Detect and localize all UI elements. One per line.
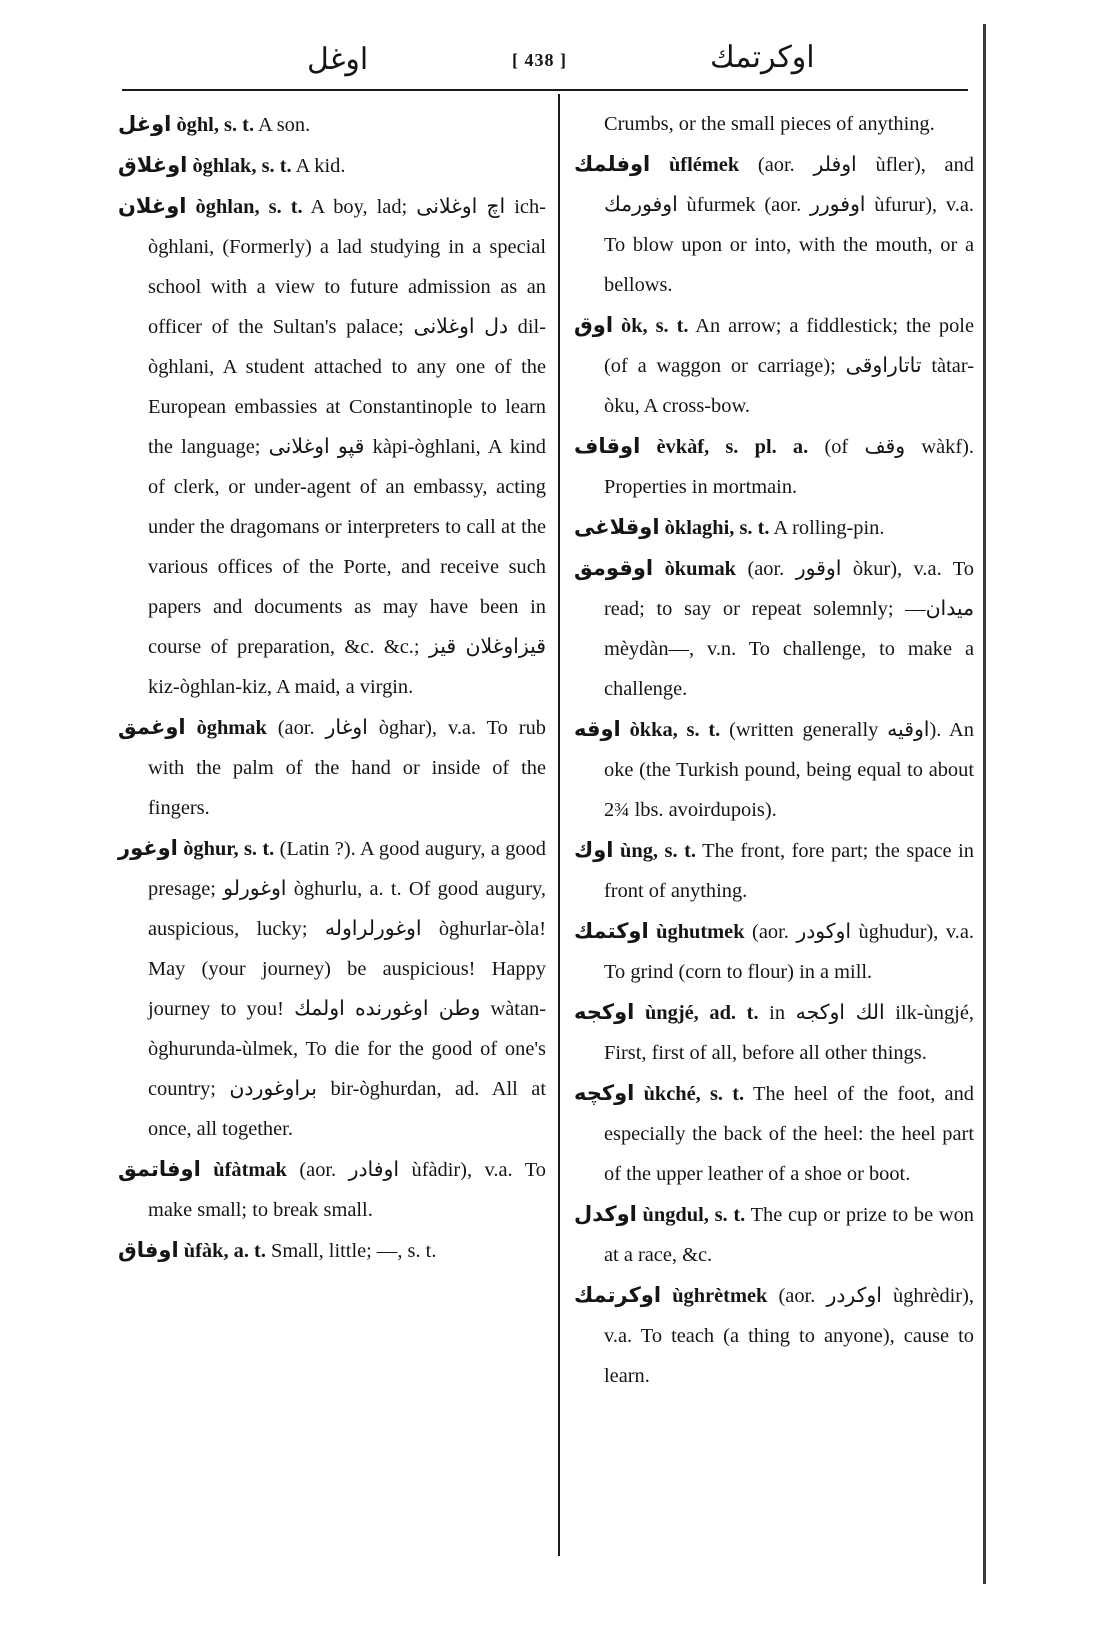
entry-headword: òghl, s. t. (176, 114, 255, 136)
entry-definition: The cup or prize to be won at a race, &c. (604, 1204, 974, 1266)
dictionary-entry (574, 1073, 974, 1194)
dictionary-entry (574, 426, 974, 507)
entry-definition: (aor. اوكردر ùghrèdir), v.a. To teach (a thing to anyone), cause to learn. (604, 1285, 974, 1387)
entry-definition: (of وقف wàkf). Properties in mortmain. (604, 436, 974, 498)
entry-definition: A boy, lad; اچ اوغلانی ich-òghlani, (Formerly) a lad studying in a special school with a view to future admission as an officer of the Sultan's palace; دل اوغلانی dil-òghlani, A student attached to any one of the European embassies at Constantinople to learn the language; قپو اوغلانی kàpi-òghlani, A kind of clerk, or under-agent of an embassy, acting under the dragomans or interpreters to call at the various offices of the Porte, and receive such papers and documents as may have been in course of preparation, &c. &c.; قیزاوغلان قیز kiz-òghlan-kiz, A maid, a virgin. (148, 196, 546, 698)
left-catchword: اوغل (307, 43, 369, 76)
entry-headword: ùghutmek (656, 921, 745, 943)
entry-arabic: اوغلاق (118, 153, 188, 177)
entry-headword: ùkché, s. t. (643, 1083, 745, 1105)
dictionary-entry (574, 1194, 974, 1275)
entry-arabic: اوقلاغی (574, 515, 660, 539)
entry-headword: òghlan, s. t. (195, 196, 303, 218)
page-number: [ 438 ] (512, 50, 567, 70)
entry-arabic: اوغمق (118, 715, 186, 739)
entry-arabic: اوغور (118, 836, 178, 860)
right-catchword: اوكرتمك (710, 41, 815, 74)
entry-headword: òghur, s. t. (183, 838, 275, 860)
entry-definition: in الك اوكجه ilk-ùngjé, First, first of all, before all other things. (604, 1002, 974, 1064)
entry-headword: òk, s. t. (621, 315, 689, 337)
entry-arabic: اوك (574, 838, 614, 862)
entry-definition: (aor. اوقور òkur), v.a. To read; to say or repeat solemnly; —میدان mèydàn—, v.n. To challenge, to make a challenge. (604, 558, 974, 700)
entry-definition: Small, little; —, s. t. (265, 1240, 437, 1262)
header-rule (122, 89, 968, 91)
dictionary-entry (118, 828, 546, 1149)
dictionary-entry (574, 830, 974, 911)
page-edge-line (983, 24, 986, 1584)
dictionary-entry (574, 144, 974, 305)
entry-definition: (written generally اوقیه). An oke (the Turkish pound, being equal to about 2¾ lbs. avoirdupois). (604, 719, 974, 821)
entry-definition: (aor. اوكودر ùghudur), v.a. To grind (corn to flour) in a mill. (604, 921, 974, 983)
entry-headword: ùngdul, s. t. (642, 1204, 746, 1226)
entry-headword: èvkàf, s. pl. a. (656, 436, 809, 458)
entry-arabic: اوكرتمك (574, 1283, 662, 1307)
entry-headword: òkka, s. t. (629, 719, 721, 741)
dictionary-entry (574, 548, 974, 709)
entry-definition: The heel of the foot, and especially the back of the heel: the heel part of the upper leather of a shoe or boot. (604, 1083, 974, 1185)
entry-headword: òghmak (196, 717, 267, 739)
dictionary-entry (574, 992, 974, 1073)
page-header (122, 36, 968, 86)
entry-arabic: اوفاتمق (118, 1157, 201, 1181)
right-column (574, 104, 974, 1396)
entry-definition: (aor. اوفادر ùfàdir), v.a. To make small; to break small. (148, 1159, 546, 1221)
entry-definition: (aor. اوغار òghar), v.a. To rub with the palm of the hand or inside of the fingers. (148, 717, 546, 819)
entry-arabic: اوكجه (574, 1000, 635, 1024)
entry-arabic: اوكدل (574, 1202, 637, 1226)
entry-arabic: اوفاق (118, 1238, 179, 1262)
entry-headword: ùghrètmek (672, 1285, 768, 1307)
dictionary-entry (574, 1275, 974, 1396)
entry-headword: òghlak, s. t. (192, 155, 292, 177)
dictionary-entry (574, 507, 974, 548)
entry-headword: ùngjé, ad. t. (644, 1002, 759, 1024)
entry-headword: ùflémek (668, 154, 740, 176)
entry-arabic: اوكچه (574, 1081, 635, 1105)
entry-headword: ùng, s. t. (620, 840, 696, 862)
dictionary-entry (574, 709, 974, 830)
entry-definition: (Latin ?). A good augury, a good presage; اوغورلو òghurlu, a. t. Of good augury, auspicious, lucky; اوغورلراوله òghurlar-òla! May (your journey) be auspicious! Happy journey to you! وطن اوغورنده اولمك wàtan-òghurunda-ùlmek, To die for the good of one's country; براوغوردن bir-òghurdan, ad. All at once, all together. (148, 838, 547, 1140)
entry-headword: òklaghi, s. t. (664, 517, 770, 539)
left-column (118, 104, 546, 1271)
entry-definition: A son. (254, 114, 311, 136)
column-divider (558, 94, 560, 1556)
entry-headword: ùfàtmak (213, 1159, 287, 1181)
dictionary-entry (118, 104, 546, 145)
entry-definition: An arrow; a fiddlestick; the pole (of a waggon or carriage); تاتاراوقی tàtar-òku, A cross-bow. (604, 315, 975, 417)
entry-definition: (aor. اوفلر ùfler), and اوفورمك ùfurmek (aor. اوفورر ùfurur), v.a. To blow upon or into, with the mouth, or a bellows. (604, 154, 975, 296)
entry-arabic: اوقومق (574, 556, 654, 580)
entry-definition: The front, fore part; the space in front of anything. (604, 840, 974, 902)
dictionary-entry (118, 186, 546, 707)
dictionary-entry (118, 145, 546, 186)
dictionary-entry-continued (574, 104, 974, 144)
dictionary-entry (118, 1149, 546, 1230)
dictionary-entry (574, 911, 974, 992)
entry-arabic: اوق (574, 313, 614, 337)
entry-arabic: اوقه (574, 717, 621, 741)
dictionary-entry (118, 707, 546, 828)
entry-definition: A kid. (291, 155, 346, 177)
dictionary-entry (118, 1230, 546, 1271)
entry-headword: ùfàk, a. t. (183, 1240, 266, 1262)
entry-arabic: اوقاف (574, 434, 641, 458)
dictionary-entry (574, 305, 974, 426)
entry-definition: Crumbs, or the small pieces of anything. (604, 113, 935, 135)
entry-arabic: اوفلمك (574, 152, 651, 176)
entry-arabic: اوغلان (118, 194, 187, 218)
entry-definition: A rolling-pin. (769, 517, 885, 539)
entry-arabic: اوغل (118, 112, 172, 136)
entry-arabic: اوكتمك (574, 919, 649, 943)
entry-headword: òkumak (664, 558, 736, 580)
